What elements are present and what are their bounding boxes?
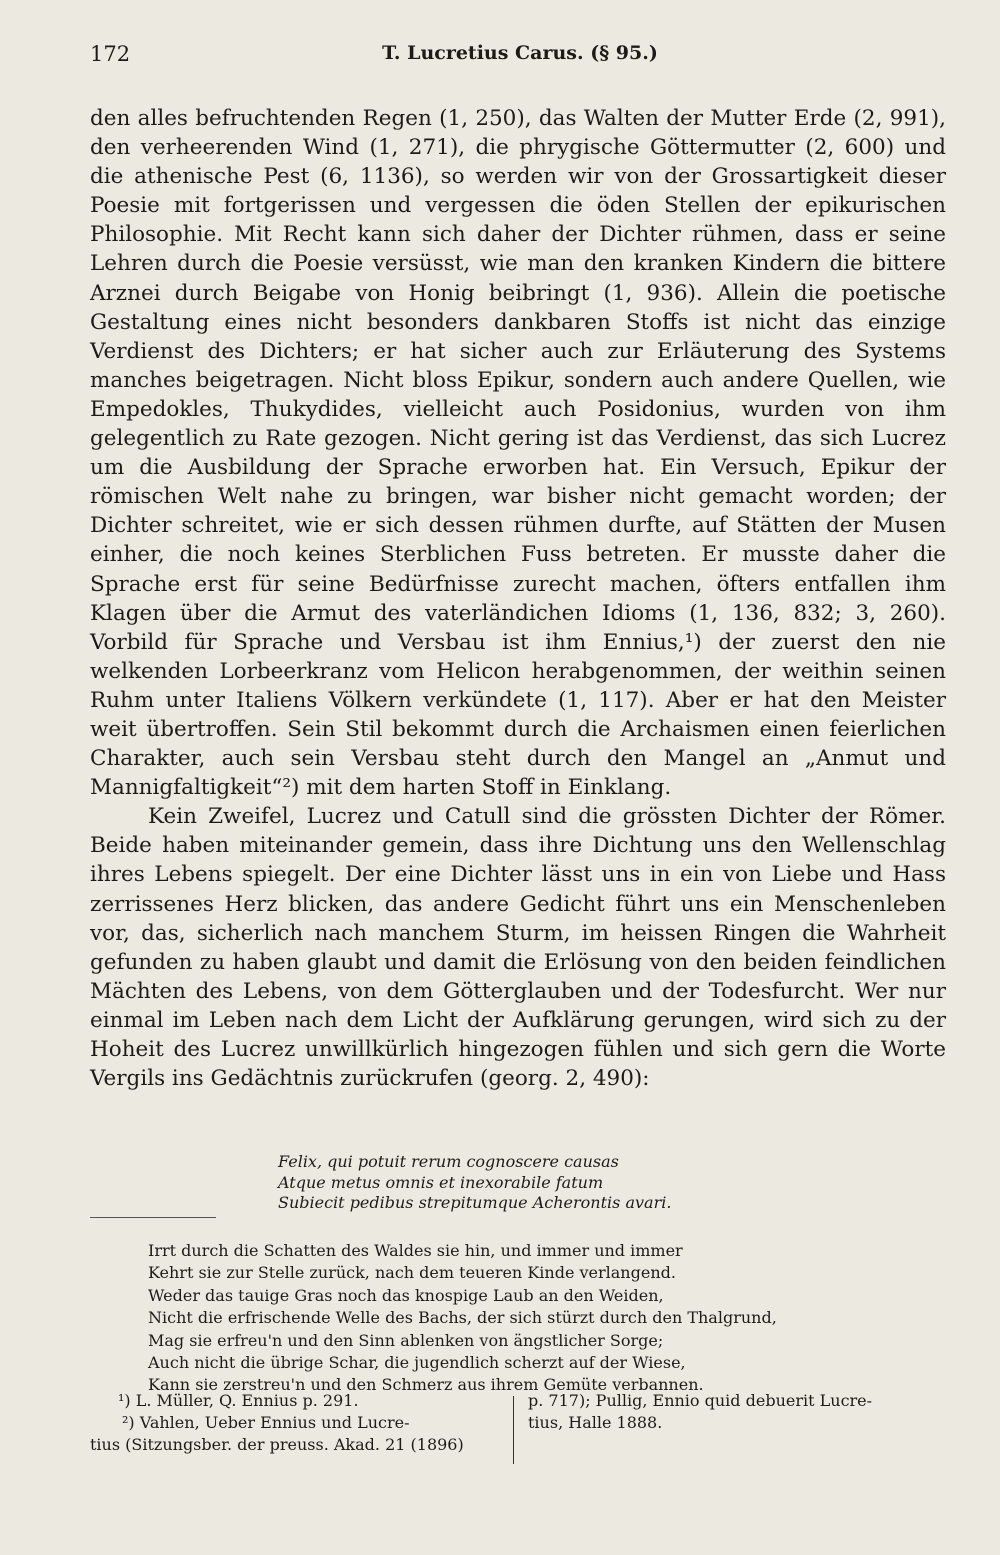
footnote-line: ¹) L. Müller, Q. Ennius p. 291. <box>118 1391 359 1410</box>
footnote-separator <box>90 1217 216 1218</box>
verse-line: Felix, qui potuit rerum cognoscere causas <box>278 1152 619 1171</box>
translation-line: Weder das tauige Gras noch das knospige Laub an den Weiden, <box>148 1285 664 1305</box>
translation-line: Nicht die erfrischende Welle des Bachs, der sich stürzt durch den Thalgrund, <box>148 1308 777 1328</box>
translation-line: Kehrt sie zur Stelle zurück, nach dem teueren Kinde verlangend. <box>148 1263 676 1283</box>
translation-line: Kann sie zerstreu'n und den Schmerz aus ihrem Gemüte verbannen. <box>148 1375 704 1395</box>
verse-translation <box>148 1240 777 1397</box>
translation-line: Auch nicht die übrige Schar, die jugendlich scherzt auf der Wiese, <box>148 1353 686 1373</box>
footnote-line: ²) Vahlen, Ueber Ennius und Lucre- <box>122 1413 410 1432</box>
footnote-line: p. 717); Pullig, Ennio quid debuerit Lucre- <box>528 1391 873 1410</box>
column-divider <box>513 1396 514 1464</box>
page-header <box>90 42 950 78</box>
verse-line: Subiecit pedibus strepitumque Acherontis avari. <box>278 1193 672 1212</box>
translation-line: Irrt durch die Schatten des Waldes sie hin, und immer und immer <box>148 1241 683 1260</box>
paragraph: Kein Zweifel, Lucrez und Catull sind die grössten Dichter der Römer. Beide haben miteinander gemein, dass ihre Dichtung uns den Wellenschlag ihres Lebens spiegelt. Der eine Dichter lässt uns in ein von Liebe und Hass zerrissenes Herz blicken, das andere Gedicht führt uns ein Menschenleben vor, das, sicherlich nach manchem Sturm, im heissen Ringen die Wahrheit gefunden zu haben glaubt und damit die Erlösung von den beiden feindlichen Mächten des Lebens, von dem Götterglauben und der Todesfurcht. Wer nur einmal im Leben nach dem Licht der Aufklärung gerungen, wird sich zu der Hoheit des Lucrez unwillkürlich hingezogen fühlen und sich gern die Worte Vergils ins Gedächtnis zurückrufen (georg. 2, 490): <box>90 804 946 1092</box>
footnote-line: tius (Sitzungsber. der preuss. Akad. 21 (1896) <box>90 1435 464 1454</box>
running-title: T. Lucretius Carus. (§ 95.) <box>382 42 658 64</box>
translation-line: Mag sie erfreu'n und den Sinn ablenken von ängstlicher Sorge; <box>148 1330 664 1350</box>
latin-verse-quote <box>278 1152 671 1214</box>
footnotes-right-column <box>528 1390 950 1434</box>
footnotes-left-column <box>90 1390 500 1456</box>
page-number: 172 <box>90 42 131 66</box>
paragraph: den alles befruchtenden Regen (1, 250), das Walten der Mutter Erde (2, 991), den verheerenden Wind (1, 271), die phrygische Göttermutter (2, 600) und die athenische Pest (6, 1136), so werden wir von der Grossartigkeit dieser Poesie mit fortgerissen und vergessen die öden Stellen der epikurischen Philosophie. Mit Recht kann sich daher der Dichter rühmen, dass er seine Lehren durch die Poesie versüsst, wie man den kranken Kindern die bittere Arznei durch Beigabe von Honig beibringt (1, 936). Allein die poetische Gestaltung eines nicht besonders dankbaren Stoffs ist nicht das einzige Verdienst des Dichters; er hat sicher auch zur Erläuterung des Systems manches beigetragen. Nicht bloss Epikur, sondern auch andere Quellen, wie Empedokles, Thukydides, vielleicht auch Posidonius, wurden von ihm gelegentlich zu Rate gezogen. Nicht gering ist das Verdienst, das sich Lucrez um die Ausbildung der Sprache erworben hat. Ein Versuch, Epikur der römischen Welt nahe zu bringen, war bisher nicht gemacht worden; der Dichter schreitet, wie er sich dessen rühmen durfte, auf Stätten der Musen einher, die noch keines Sterblichen Fuss betreten. Er musste daher die Sprache erst für seine Bedürfnisse zurecht machen, öfters entfallen ihm Klagen über die Armut des vaterländichen Idioms (1, 136, 832; 3, 260). Vorbild für Sprache und Versbau ist ihm Ennius,¹) der zuerst den nie welkenden Lorbeerkranz vom Helicon herabgenommen, der weithin seinen Ruhm unter Italiens Völkern verkündete (1, 117). Aber er hat den Meister weit übertroffen. Sein Stil bekommt durch die Archaismen einen feierlichen Charakter, auch sein Versbau steht durch den Mangel an „Anmut und Mannigfaltigkeit“²) mit dem harten Stoff in Einklang. <box>90 106 946 801</box>
footnotes <box>90 1390 950 1470</box>
verse-line: Atque metus omnis et inexorabile fatum <box>278 1172 604 1192</box>
footnote-line: tius, Halle 1888. <box>528 1413 663 1432</box>
body-text <box>90 104 946 1093</box>
